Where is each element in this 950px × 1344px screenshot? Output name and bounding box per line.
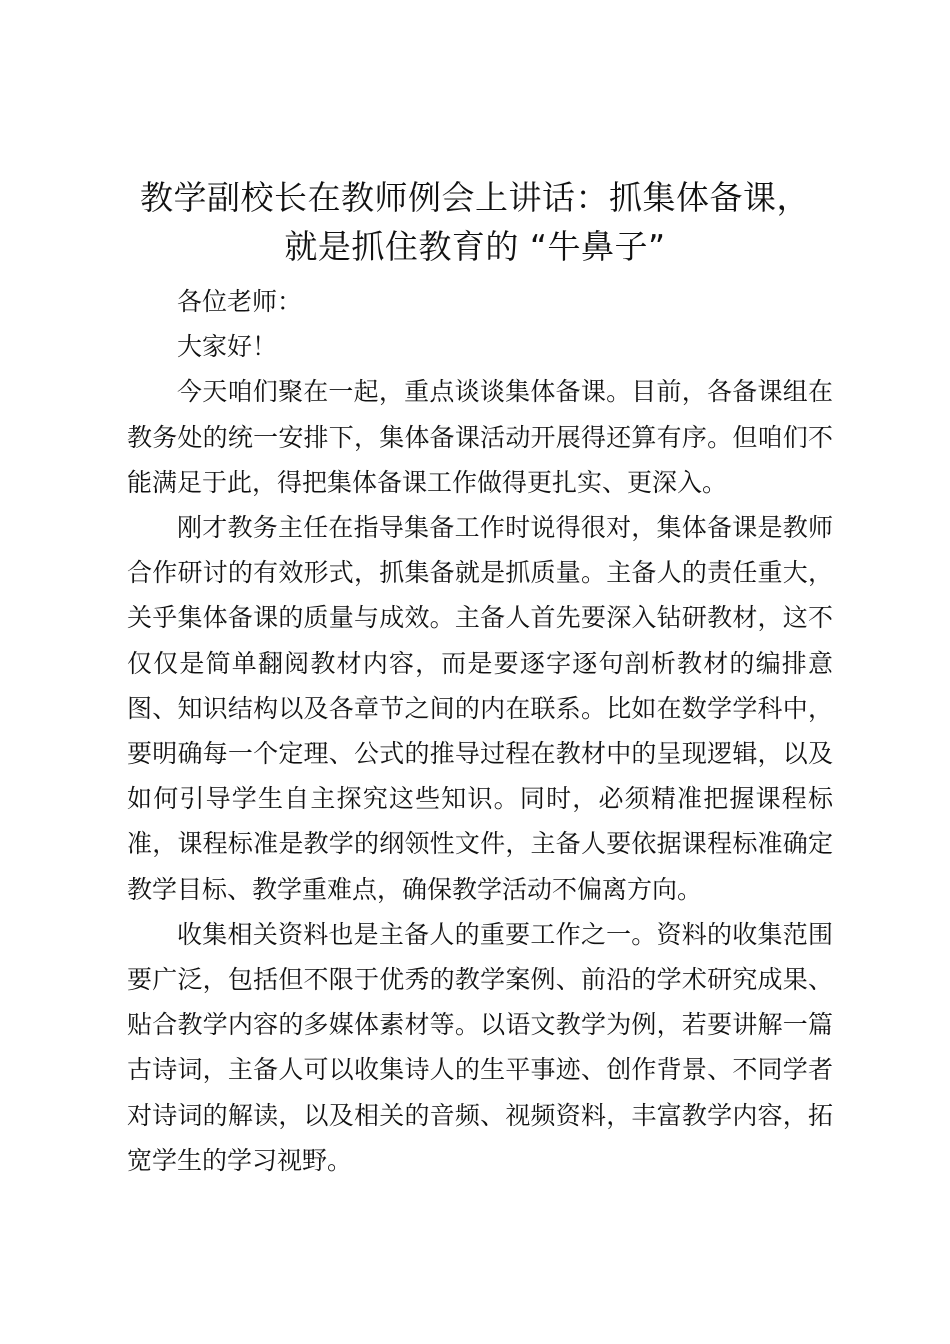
salutation: 各位老师： [177,287,303,316]
paragraph: 刚才教务主任在指导集备工作时说得很对，集体备课是教师合作研讨的有效形式，抓集备就是抓质量。主备人的责任重大，关乎集体备课的质量与成效。主备人首先要深入钻研教材，这不仅仅是简单翻阅教材内容，而是要逐字逐句剖析教材的编排意图、知识结构以及各章节之间的内在联系。比如在数学学科中，要明确每一个定理、公式的推导过程在教材中的呈现逻辑，以及如何引导学生自主探究这些知识。同时，必须精准把握课程标准，课程标准是教学的纲领性文件，主备人要依据课程标准确定教学目标、教学重难点，确保教学活动不偏离方向。 [127,513,833,904]
paragraph: 今天咱们聚在一起，重点谈谈集体备课。目前，各备课组在教务处的统一安排下，集体备课活动开展得还算有序。但咱们不能满足于此，得把集体备课工作做得更扎实、更深入。 [127,377,833,497]
title-line-1: 教学副校长在教师例会上讲话：抓集体备课， [140,178,810,217]
greeting: 大家好！ [177,332,278,362]
paragraph: 收集相关资料也是主备人的重要工作之一。资料的收集范围要广泛，包括但不限于优秀的教学案例、前沿的学术研究成果、贴合教学内容的多媒体素材等。以语文教学为例，若要讲解一篇古诗词，主备人可以收集诗人的生平事迹、创作背景、不同学者对诗词的解读，以及相关的音频、视频资料，丰富教学内容，拓宽学生的学习视野。 [127,919,833,1175]
document-body [127,279,833,1183]
document-title [110,173,840,271]
title-line-2: 就是抓住教育的 “牛鼻子” [284,227,666,266]
